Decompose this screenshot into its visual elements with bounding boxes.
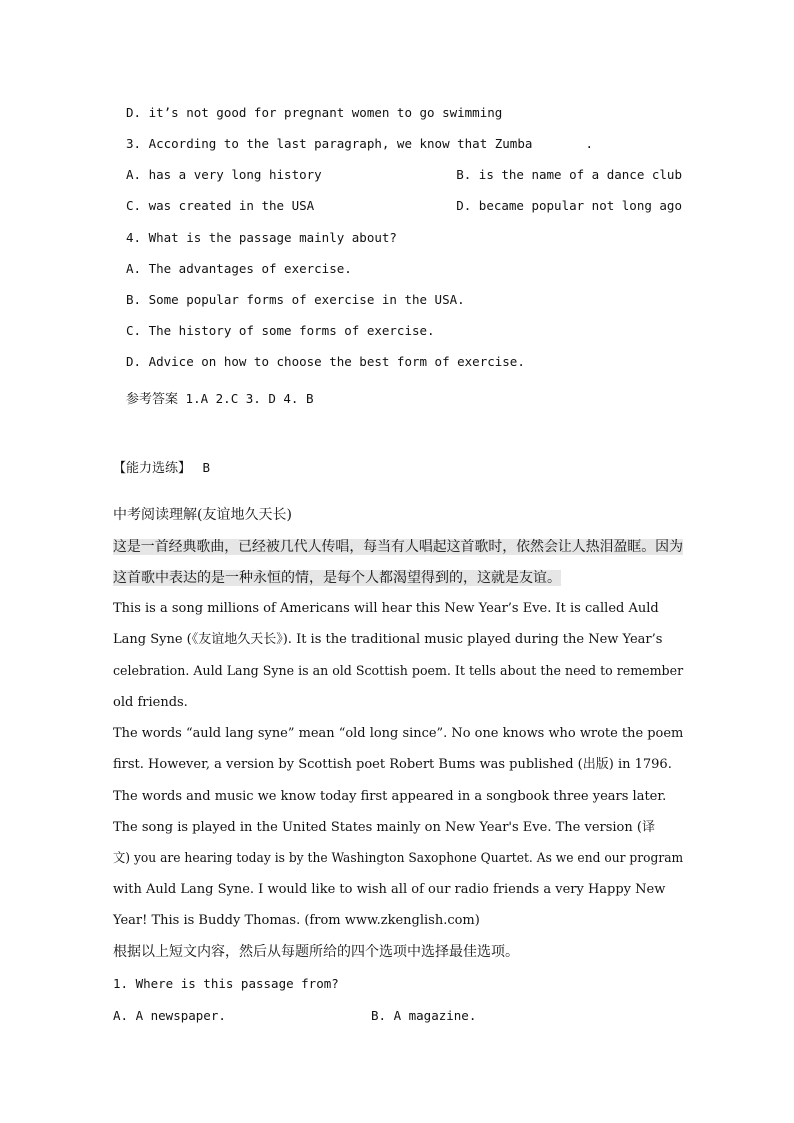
q3-option-a: A. has a very long history — [126, 167, 322, 182]
question-1-option-a: A. A newspaper. — [113, 1008, 226, 1023]
section-heading — [113, 460, 210, 477]
passage-title: 中考阅读理解(友谊地久天长) — [113, 507, 292, 523]
answer-key — [126, 391, 313, 408]
q4-option-b: B. Some popular forms of exercise in the USA. — [126, 292, 465, 307]
intro-line-2-text: 这首歌中表达的是一种永恒的情，是每个人都渴望得到的，这就是友谊。 — [113, 570, 561, 586]
passage-line-9: 文) you are hearing today is by the Washington Saxophone Quartet. As we end our program — [113, 851, 684, 866]
q3-stem — [126, 136, 593, 152]
q4-stem: 4. What is the passage mainly about? — [126, 230, 397, 245]
section-heading-suffix: B — [202, 460, 211, 475]
passage-line-8: The song is played in the United States mainly on New Year's Eve. The version (译 — [113, 820, 655, 835]
q4-option-a: A. The advantages of exercise. — [126, 261, 352, 276]
passage-line-1: This is a song millions of Americans will hear this New Year’s Eve. It is called Auld — [113, 601, 659, 616]
intro-line-1 — [113, 539, 683, 555]
passage-line-4: old friends. — [113, 695, 188, 710]
passage-line-3: celebration. Auld Lang Syne is an old Scottish poem. It tells about the need to remember — [113, 664, 684, 679]
intro-line-2 — [113, 570, 561, 586]
answer-key-values: 1.A 2.C 3. D 4. B — [185, 391, 314, 406]
passage-line-5: The words “auld lang syne” mean “old long since”. No one knows who wrote the poem — [113, 726, 684, 741]
q2-option-d: D. it’s not good for pregnant women to go swimming — [126, 105, 503, 120]
q3-blank-end: . — [585, 136, 593, 151]
question-1-stem: 1. Where is this passage from? — [113, 976, 339, 991]
passage-line-10: with Auld Lang Syne. I would like to wish all of our radio friends a very Happy New — [113, 882, 666, 897]
q3-option-d: D. became popular not long ago — [456, 198, 682, 213]
q3-options-cd — [126, 198, 682, 214]
question-1-option-b: B. A magazine. — [371, 1008, 477, 1023]
passage-line-2: Lang Syne (《友谊地久天长》). It is the traditional music played during the New Year’s — [113, 632, 663, 647]
intro-line-1-text: 这是一首经典歌曲，已经被几代人传唱，每当有人唱起这首歌时，依然会让人热泪盈眶。因为 — [113, 539, 683, 555]
answer-key-label: 参考答案 — [126, 392, 179, 407]
passage-line-6: first. However, a version by Scottish poet Robert Bums was published (出版) in 1796. — [113, 757, 672, 772]
passage-line-7: The words and music we know today first appeared in a songbook three years later. — [113, 789, 667, 804]
q3-option-b: B. is the name of a dance club — [456, 167, 682, 182]
section-heading-label: 【能力选练】 — [113, 461, 192, 476]
q4-option-d: D. Advice on how to choose the best form of exercise. — [126, 354, 525, 369]
q3-option-c: C. was created in the USA — [126, 198, 315, 213]
q3-stem-text: 3. According to the last paragraph, we know that Zumba — [126, 136, 533, 151]
q3-options-ab — [126, 167, 682, 183]
q4-option-c: C. The history of some forms of exercise. — [126, 323, 435, 338]
instructions: 根据以上短文内容，然后从每题所给的四个选项中选择最佳选项。 — [113, 944, 519, 960]
passage-line-11: Year! This is Buddy Thomas. (from www.zkenglish.com) — [113, 913, 480, 928]
